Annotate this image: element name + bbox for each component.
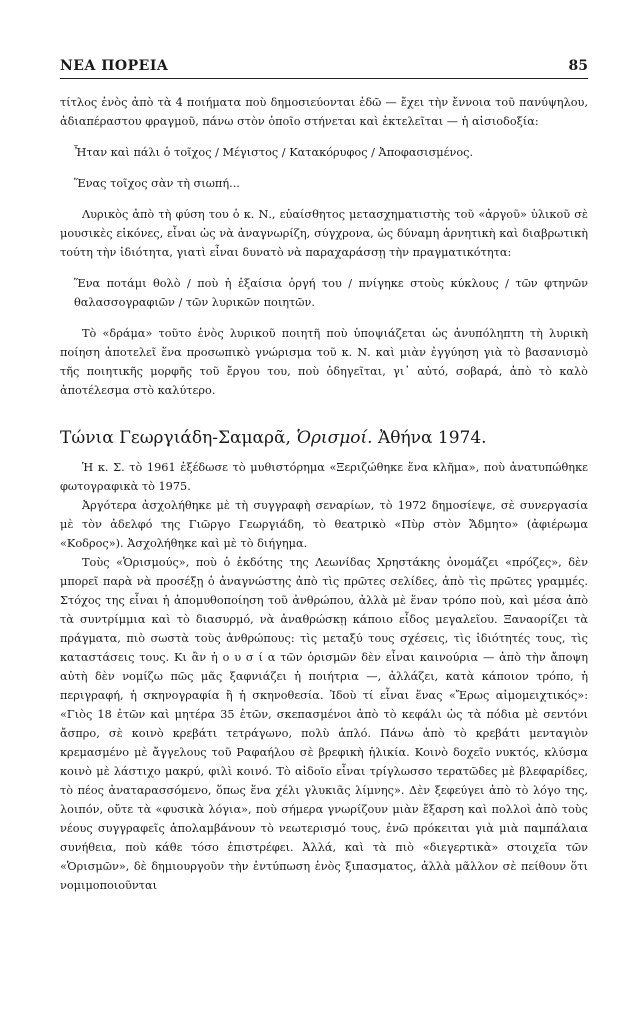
page-header (60, 58, 588, 79)
paragraph-review: Τοὺς «Ὁρισμούς», ποὺ ὁ ἐκδότης της Λεωνίδας Χρηστάκης ὀνομάζει «πρόζες», δὲν μπορεῖ παρὰ νὰ προσέξῃ ὁ ἀναγνώστης ἀπὸ τὶς πρῶτες σελίδες, ἀπὸ τὶς πρῶτες γραμμές. Στόχος της εἶναι ἡ ἀπομυθοποίηση τοῦ ἀνθρώπου, ἀλλὰ μὲ ἕναν τρόπο ποὺ, καὶ μέσα ἀπὸ τὰ συντρίμμια καὶ τὸ διασυρμό, νὰ ἀναθρώσκῃ κάποιο εἶδος μεγαλεῖου. Ξαναορίζει τὰ πράγματα, πιὸ σωστὰ τοὺς ἀνθρώπους: τὶς μεταξύ τους σχέσεις, τὶς ἰδιότητές τους, τὶς καταστάσεις τους. Κι ἂν ἡ ο υ σ ί α τῶν ὁρισμῶν δὲν εἶναι καινούρια — ἀπὸ τὴν ἄποψη αὐτὴ δὲν νομίζω πῶς μᾶς ξαφνιάζει ἡ ποιήτρια —, ἀλλάζει, κατὰ κάποιον τρόπο, ἡ περιγραφή, ἡ σκηνογραφία ἢ ἡ σκηνοθεσία. Ἰδοὺ τί εἶναι ἕνας «Ἔρως αἰμομειχτικός»: «Γιὸς 18 ἐτῶν καὶ μητέρα 35 ἐτῶν, σκεπασμένοι ἀπὸ τὸ κεφάλι ὡς τὰ πόδια μὲ σεντόνι ἄσπρο, σὲ κοινὸ κρεβάτι τετράγωνο, πολὺ ἁπλό. Πάνω ἀπὸ τὸ κρεβάτι μενταγιὸν κρεμασμένο μὲ ἄγγελους τοῦ Ραφαήλου σὲ βρεφικὴ ἡλικία. Κοινὸ δοχεῖο νυκτός, κλύσμα κοινὸ μὲ λάστιχο μακρύ, φιλὶ κοινό. Τὸ αἰδοῖο εἶναι τρίγλωσσο τερατῶδες μὲ βλεφαρίδες, τὸ πέος ἀναταρασσόμενο, ὅπως ἕνα χέλι γλυκιᾶς λίμνης». Δὲν ξεφεύγει ἀπὸ τὸ λόγο της, λοιπόν, οὔτε τὰ «φυσικὰ λόγια», ποὺ σήμερα γνωρίζουν μιὰν ἔξαρση καὶ πολλοὶ ἀπὸ τοὺς νέους συγγραφεῖς ἀπολαμβάνουν τὸ νεωτερισμό τους, ἐνῶ πρόκειται γιὰ μιὰ παμπάλαια συνήθεια, ποὺ κάθε τόσο ἐπιστρέφει. Ἀλλά, καὶ τὰ πιὸ «διεγερτικὰ» στοιχεῖα τῶν «Ὁρισμῶν», δὲ δημιουργοῦν τὴν ἐντύπωση ἑνὸς ξιπασματος, ἀλλὰ μᾶλλον σὲ πείθουν ὅτι νομιμοποιοῦνται (60, 556, 588, 892)
verse-quote-wall: Ἦταν καὶ πάλι ὁ τοῖχος / Μέγιστος / Κατακόρυφος / Ἀποφασισμένος. (74, 146, 474, 159)
paragraph-drama: Τὸ «δράμα» τοῦτο ἑνὸς λυρικοῦ ποιητῆ ποὺ ὑποψιάζεται ὡς ἀνυπόληπτη τὴ λυρικὴ ποίηση ἀποτελεῖ ἕνα προσωπικὸ γνώρισμα τοῦ κ. Ν. καὶ μιὰν ἐγγύηση γιὰ τὸ βασανισμὸ τῆς ποιητικῆς μορφῆς τοῦ ἔργου του, ποὺ ὁδηγεῖται, γι᾿ αὐτό, σοβαρά, ἀπὸ τὸ καλὸ ἀποτέλεσμα στὸ καλύτερο. (60, 327, 588, 397)
running-head: ΝΕΑ ΠΟΡΕΙΑ (60, 58, 169, 74)
paragraph-lyric: Λυρικὸς ἀπὸ τὴ φύση του ὁ κ. Ν., εὐαίσθητος μετασχηματιστὴς τοῦ «ἀργοῦ» ὑλικοῦ σὲ μουσικὲς εἰκόνες, εἶναι ὡς νὰ ἀναγνωρίζη, σύγχρονα, ὡς δύναμη ἀρνητικὴ καὶ διαβρωτικὴ τούτη τὴν ἰδιότητα, γιατὶ εἶναι δυνατὸ νὰ παραχαράσσῃ τὴν πραγματικότητα: (60, 208, 588, 259)
page-number: 85 (568, 58, 588, 74)
review-author: Τώνια Γεωργιάδη-Σαμαρᾶ, (60, 428, 291, 448)
review-book-title: Ὁρισμοί. (296, 428, 373, 448)
paragraph-intro: τίτλος ἑνὸς ἀπὸ τὰ 4 ποιήματα ποὺ δημοσιεύονται ἐδῶ — ἔχει τὴν ἔννοια τοῦ πανύψηλου, ἀδιαπέραστου φραγμοῦ, πάνω στὸν ὁποῖο στήνεται καὶ ἐκτελεῖται — ἡ αἰσιοδοξία: (60, 96, 588, 128)
paragraph-career: Ἀργότερα ἀσχολήθηκε μὲ τὴ συγγραφὴ σεναρίων, τὸ 1972 δημοσίεψε, σὲ συνεργασία μὲ τὸν ἀδελφό της Γιῶργο Γεωργιάδη, τὸ θεατρικὸ «Πὺρ στὸν Ἄδμητο» (ἀφιέρωμα «Κοδρος»). Ἀσχολήθηκε καὶ μὲ τὸ διήγημα. (60, 499, 588, 550)
paragraph-bio: Ἡ κ. Σ. τὸ 1961 ἐξέδωσε τὸ μυθιστόρημα «Ξεριζώθηκε ἕνα κλῆμα», ποὺ ἀνατυπώθηκε φωτογραφικὰ τὸ 1975. (60, 461, 588, 493)
review-heading (60, 426, 588, 450)
verse-quote-river: Ἕνα ποτάμι θολὸ / ποὺ ἡ ἐξαίσια ὀργή του / πνίγηκε στοὺς κύκλους / τῶν φτηνῶν θαλασσογραφιῶν / τῶν λυρικῶν ποιητῶν. (74, 277, 588, 309)
review-publication: Ἀθήνα 1974. (377, 428, 487, 448)
document-page (60, 58, 588, 895)
verse-quote-silence: Ἕνας τοῖχος σὰν τὴ σιωπή... (74, 177, 240, 190)
